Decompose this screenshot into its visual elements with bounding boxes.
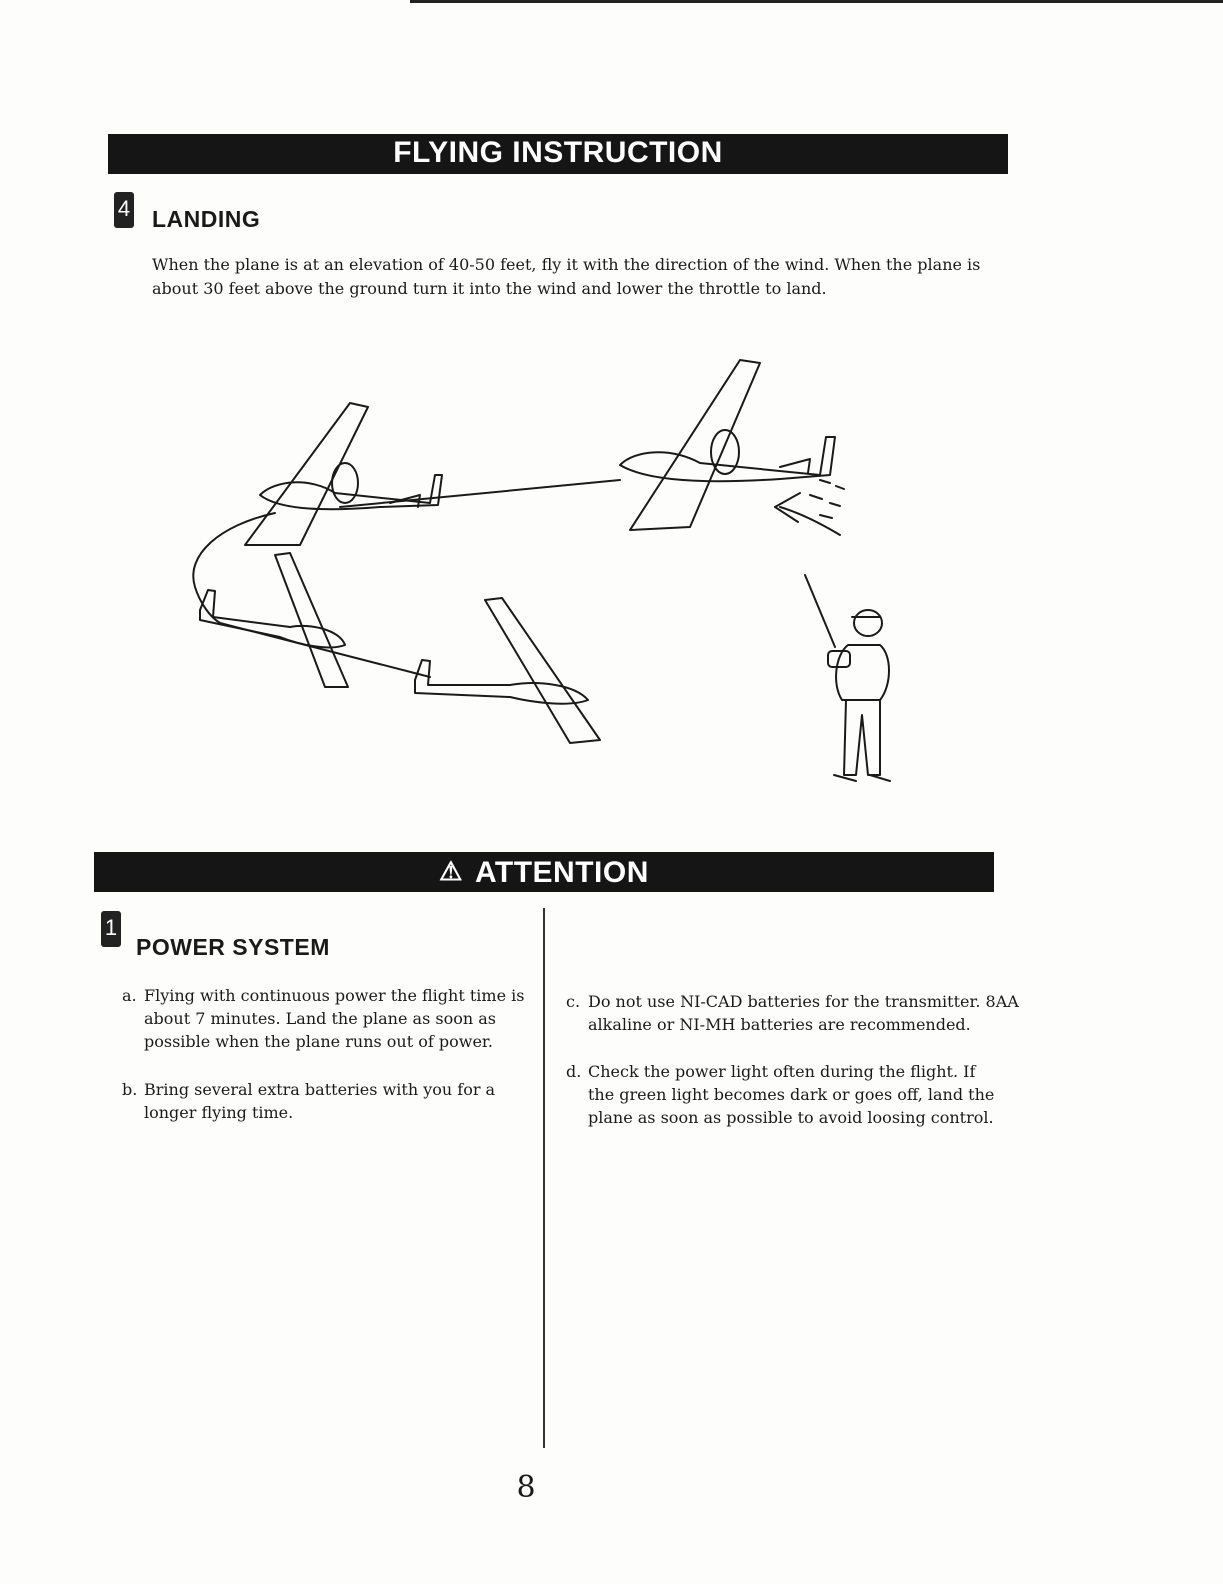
landing-paragraph: When the plane is at an elevation of 40-50 feet, fly it with the direction of the wind. When the plane is about 30 feet above the ground turn it into the wind and lower the throttle to land. bbox=[152, 255, 981, 298]
attention-title: ATTENTION bbox=[474, 856, 649, 889]
flight-path-line bbox=[340, 480, 620, 507]
flying-instruction-banner bbox=[108, 134, 1008, 174]
power-system-heading: POWER SYSTEM bbox=[136, 934, 330, 960]
item-label: c. bbox=[566, 992, 581, 1011]
attention-banner bbox=[94, 852, 994, 892]
column-divider bbox=[543, 908, 545, 1448]
section-number-badge: 1 bbox=[101, 911, 121, 947]
top-rule bbox=[410, 0, 1223, 3]
item-label: d. bbox=[566, 1062, 582, 1081]
item-label: a. bbox=[122, 986, 137, 1005]
item-label: b. bbox=[122, 1080, 138, 1099]
banner-title: FLYING INSTRUCTION bbox=[393, 136, 723, 169]
wind-arrow bbox=[775, 480, 844, 535]
pilot-figure bbox=[805, 575, 890, 781]
glider-bottom-center bbox=[415, 598, 600, 743]
item-text: Flying with continuous power the flight time is about 7 minutes. Land the plane as soon as possible when the plane runs out of power. bbox=[144, 986, 525, 1051]
landing-pattern-illustration bbox=[180, 355, 900, 825]
page-number: 8 bbox=[516, 1470, 536, 1505]
landing-heading: LANDING bbox=[152, 206, 261, 232]
item-text: Check the power light often during the flight. If the green light becomes dark or goes off, land the plane as soon as possible to avoid loosing control. bbox=[588, 1062, 995, 1127]
list-item bbox=[566, 1060, 1006, 1129]
glider-top-right bbox=[620, 360, 835, 530]
warning-triangle-icon: ⚠ bbox=[439, 856, 463, 886]
list-item bbox=[122, 1078, 530, 1124]
glider-top-left bbox=[245, 403, 442, 545]
section-number-badge: 4 bbox=[114, 192, 134, 228]
list-item bbox=[566, 990, 1036, 1036]
flight-path-turn bbox=[193, 513, 275, 623]
glider-lower-left bbox=[200, 553, 348, 687]
item-text: Do not use NI-CAD batteries for the transmitter. 8AA alkaline or NI-MH batteries are recommended. bbox=[588, 992, 1019, 1034]
item-text: Bring several extra batteries with you for a longer flying time. bbox=[144, 1080, 496, 1122]
list-item bbox=[122, 984, 530, 1053]
